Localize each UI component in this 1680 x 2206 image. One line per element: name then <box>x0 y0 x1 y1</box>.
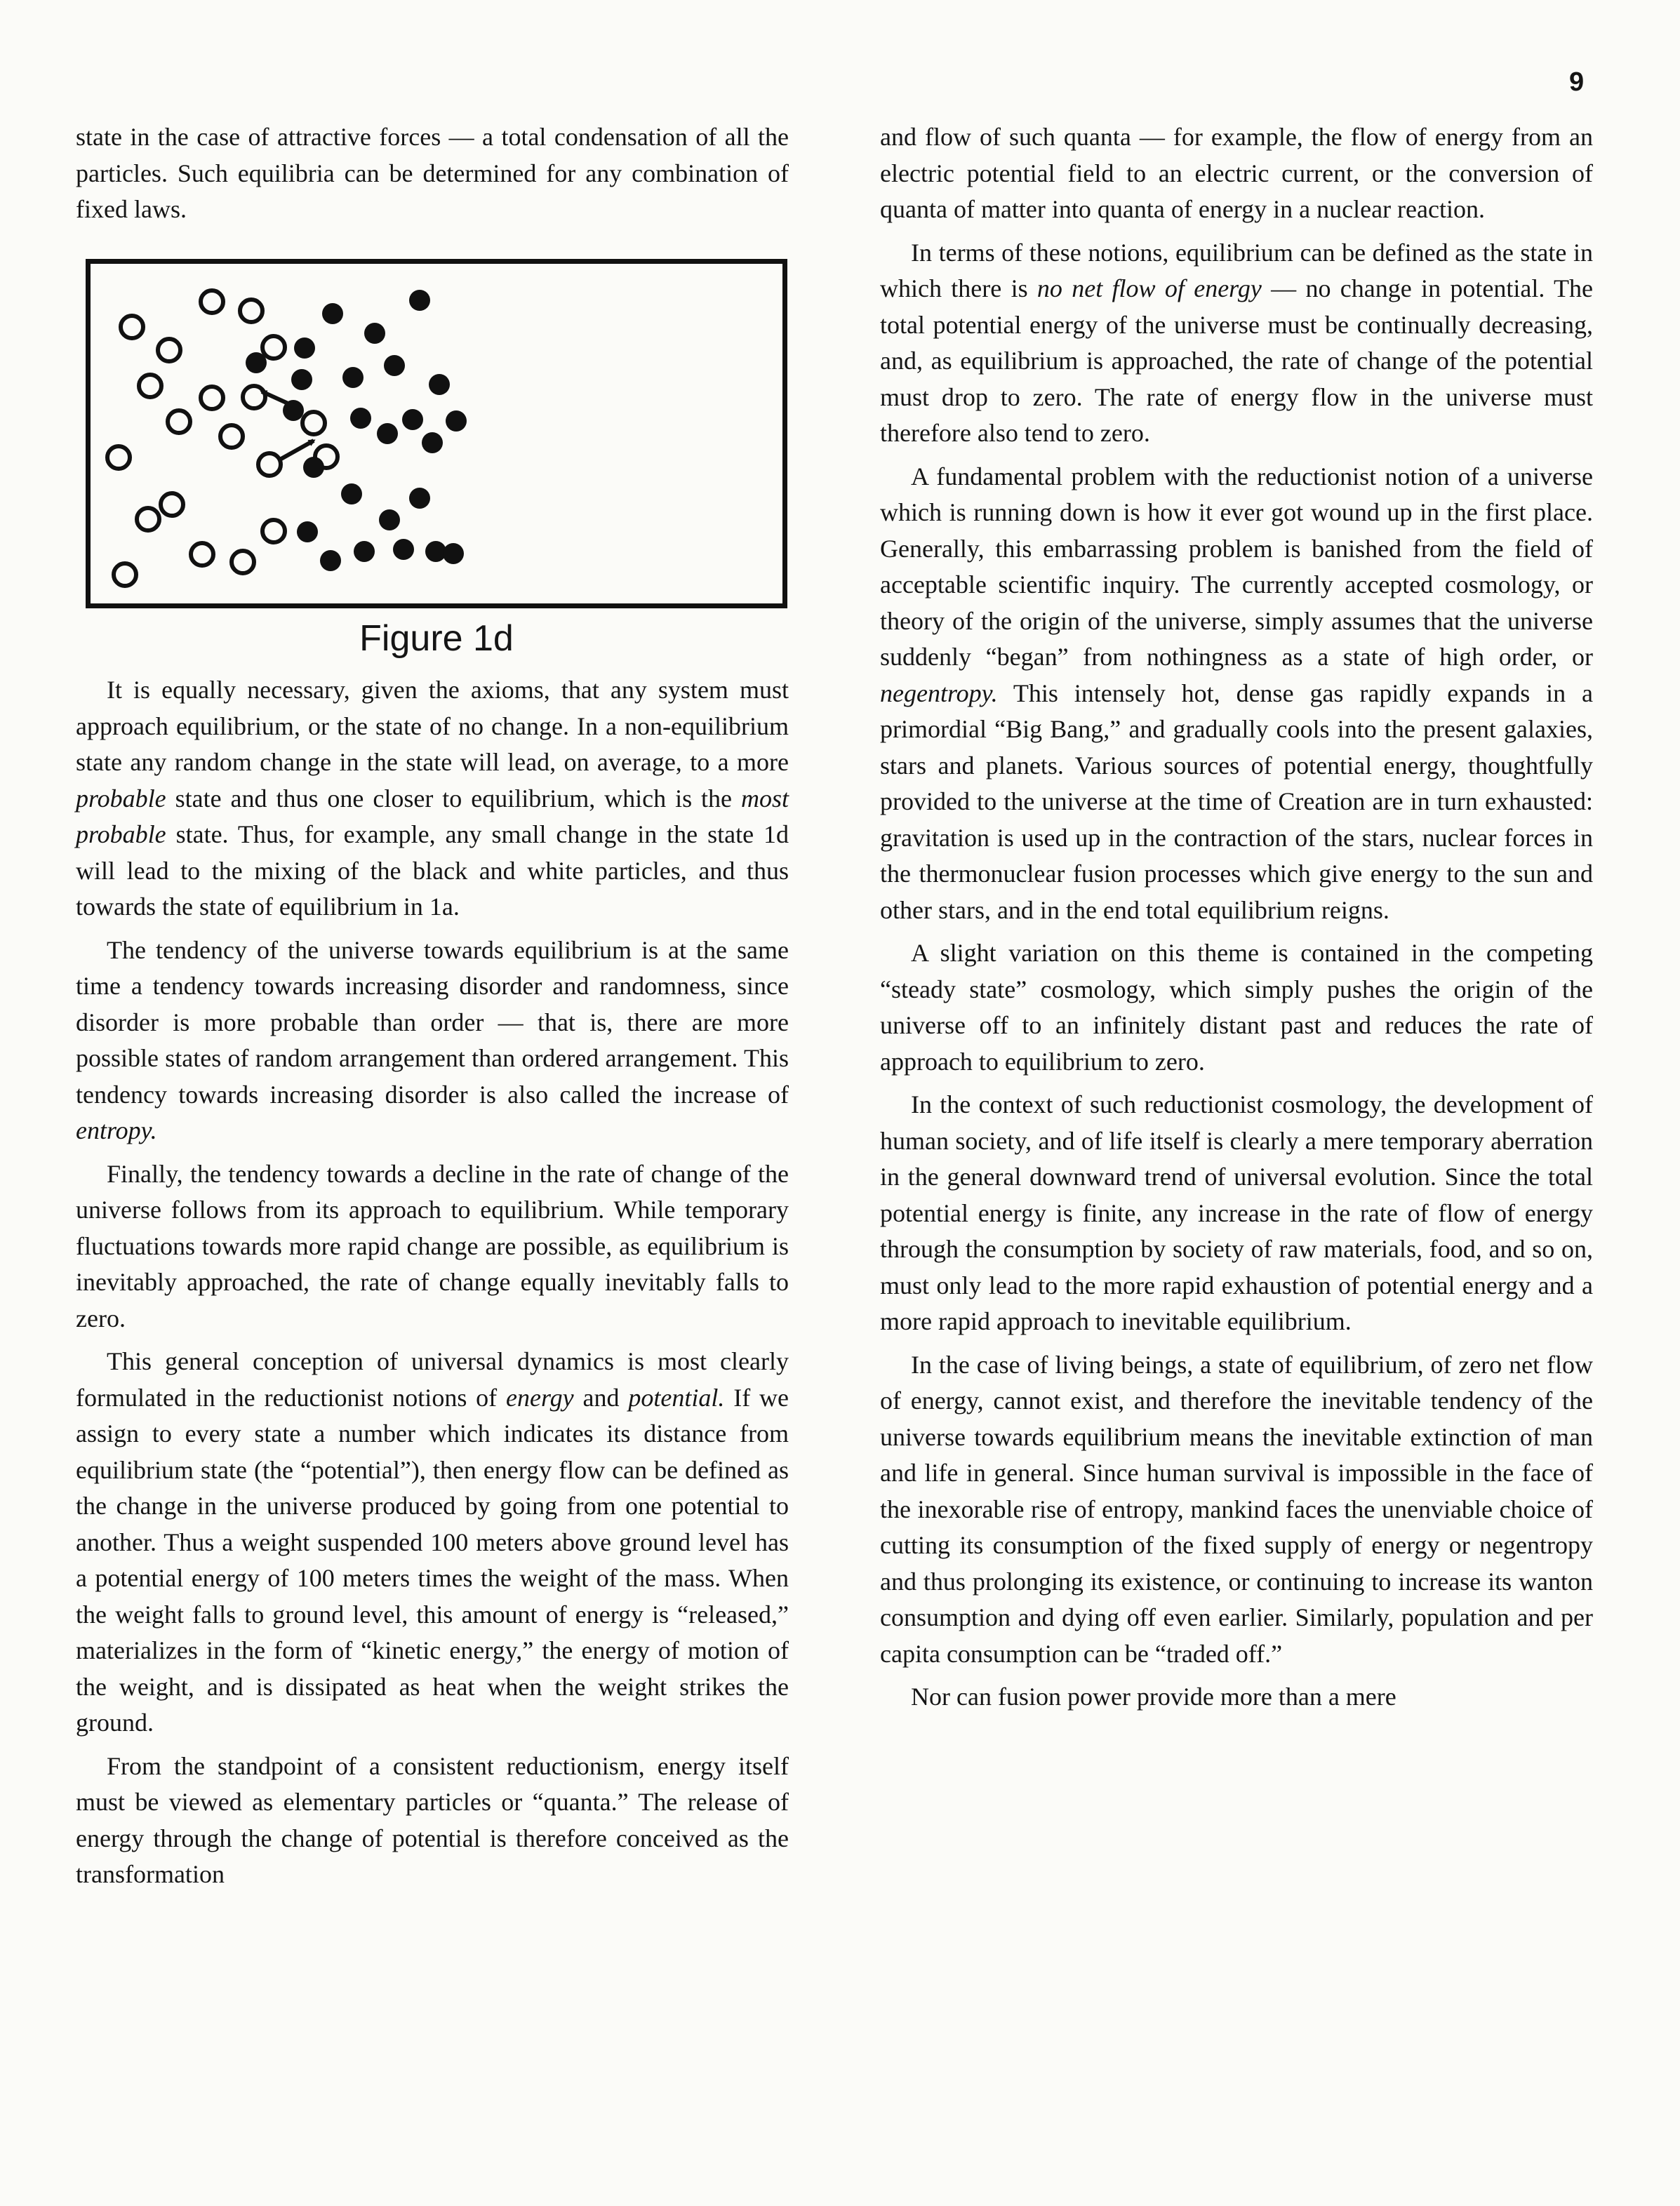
black-particle <box>350 408 371 429</box>
black-particle <box>422 432 443 453</box>
white-particle <box>158 339 180 361</box>
paragraph: Nor can fusion power provide more than a mere <box>911 1683 1396 1711</box>
paragraph: and flow of such quanta — for example, the flow of energy from an electric potential field to an electric current, or the conversion of quanta of matter into quanta of energy in a nuclear reaction. <box>880 123 1593 223</box>
paragraph: Finally, the tendency towards a decline in the rate of change of the universe follows from its approach to equilibrium. While temporary fluctuations towards more rapid change are possible, as equilibrium is inevitably approached, the rate of change equally inevitably falls to zero. <box>76 1159 789 1332</box>
left-column-top <box>76 119 789 228</box>
black-particle <box>377 423 398 444</box>
left-column <box>76 672 789 1893</box>
black-particle <box>291 369 312 390</box>
black-particle <box>364 323 385 344</box>
paragraph: In the context of such reductionist cosmology, the development of human society, and of life itself is clearly a mere temporary aberration in the general downward trend of universal evolution. Since the total potential energy is finite, any increase in the rate of flow of energy through the consumption by society of raw materials, food, and so on, must only lead to the more rapid exhaustion of potential energy and a more rapid approach to inevitable equilibrium. <box>880 1090 1593 1335</box>
black-particle <box>446 410 467 432</box>
white-particle <box>191 543 213 566</box>
arrow <box>279 441 314 460</box>
paragraph: A fundamental problem with the reductionist notion of a universe which is running down is how it ever got wound up in the first place. Generally, this embarrassing problem is banished from the field of acceptable scientific inquiry. The currently accepted cosmology, or theory of the origin of the universe, simply assumes that the universe suddenly “began” from nothingness as a state of high order, or negentropy. This intensely hot, dense gas rapidly expands in a primordial “Big Bang,” and gradually cools into the present galaxies, stars and planets. Various sources of potential energy, thoughtfully provided to the universe at the time of Creation are in turn exhausted: gravitation is used up in the contraction of the stars, nuclear forces in the thermonuclear fusion processes which give energy to the sun and other stars, and in the end total equilibrium reigns. <box>880 462 1593 924</box>
paragraph: In the case of living beings, a state of equilibrium, of zero net flow of energy, cannot exist, and therefore the inevitable tendency of the universe towards equilibrium means the inevitable extinction of man and life in general. Since human survival is impossible in the face of the inexorable rise of entropy, mankind faces the unenviable choice of cutting its consumption of the fixed supply of energy or negentropy and thus prolonging its existence, or continuing to increase its wanton consumption and dying off even earlier. Similarly, population and per capita consumption can be “traded off.” <box>880 1350 1593 1668</box>
white-particle <box>114 563 136 586</box>
paragraph: state in the case of attractive forces — a total condensation of all the particles. Such equilibria can be determined for any combination of fixed laws. <box>76 123 789 223</box>
black-particle <box>322 303 343 324</box>
white-particle <box>201 387 223 409</box>
white-particle <box>168 410 190 433</box>
paragraph: A slight variation on this theme is contained in the competing “steady state” cosmology, which simply pushes the origin of the universe off to an infinitely distant past and reduces the rate of approach to equilibrium to zero. <box>880 939 1593 1076</box>
black-particle <box>402 409 423 430</box>
white-particle <box>240 300 262 322</box>
white-particle <box>201 290 223 313</box>
figure-1d-diagram <box>86 259 787 608</box>
white-particle <box>232 551 254 573</box>
paragraph: In terms of these notions, equilibrium can be defined as the state in which there is no net flow of energy — no change in potential. The total potential energy of the universe must be continually decreasing, and, as equilibrium is approached, the rate of change of the potential must drop to zero. The rate of energy flow in the universe must therefore also tend to zero. <box>880 238 1593 447</box>
black-particle <box>297 521 318 542</box>
white-particle <box>262 520 285 542</box>
black-particle <box>429 374 450 395</box>
paragraph: This general conception of universal dynamics is most clearly formulated in the reductionist notions of energy and potential. If we assign to every state a number which indicates its distance from equilibrium state (the “potential”), then energy flow can be defined as the change in the universe produced by going from one potential to another. Thus a weight suspended 100 meters above ground level has a potential energy of 100 meters times the weight of the mass. When the weight falls to ground level, this amount of energy is “released,” materializes in the form of “kinetic energy,” the energy of motion of the weight, and is dissipated as heat when the weight strikes the ground. <box>76 1347 789 1737</box>
white-particle <box>243 386 265 408</box>
black-particle <box>342 367 364 388</box>
black-particle <box>393 539 414 560</box>
page-number: 9 <box>1569 67 1585 97</box>
paragraph: It is equally necessary, given the axioms, that any system must approach equilibrium, or the state of no change. In a non-equilibrium state any random change in the state will lead, on average, to a more probable state and thus one closer to equilibrium, which is the most probable state. Thus, for example, any small change in the state 1d will lead to the mixing of the black and white particles, and thus towards the state of equilibrium in 1a. <box>76 676 789 921</box>
paragraph: The tendency of the universe towards equilibrium is at the same time a tendency towards increasing disorder and randomness, since disorder is more probable than order — that is, there are more possible states of random arrangement than ordered arrangement. This tendency towards increasing disorder is also called the increase of entropy. <box>76 935 789 1144</box>
black-particle <box>320 550 341 571</box>
paragraph: From the standpoint of a consistent reductionism, energy itself must be viewed as elementary particles or “quanta.” The release of energy through the change of potential is therefore conceived as the transformation <box>76 1751 789 1888</box>
figure-caption: Figure 1d <box>359 618 514 659</box>
white-particle <box>107 446 130 469</box>
black-particle <box>409 290 430 311</box>
white-particle <box>121 316 143 338</box>
black-particle <box>341 483 362 504</box>
black-particle <box>384 355 405 376</box>
right-column <box>880 119 1593 1716</box>
white-particle <box>262 336 285 359</box>
black-particle <box>354 541 375 562</box>
white-particle <box>220 425 243 448</box>
black-particle <box>246 352 267 373</box>
black-particle <box>294 337 315 359</box>
white-particle <box>161 493 183 516</box>
black-particle <box>303 457 324 478</box>
black-particle <box>443 543 464 564</box>
black-particle <box>409 488 430 509</box>
particles-diagram <box>91 264 782 603</box>
white-particle <box>258 453 281 476</box>
white-particle <box>302 412 325 434</box>
white-particle <box>139 375 161 397</box>
white-particle <box>137 508 159 530</box>
black-particle <box>379 509 400 530</box>
